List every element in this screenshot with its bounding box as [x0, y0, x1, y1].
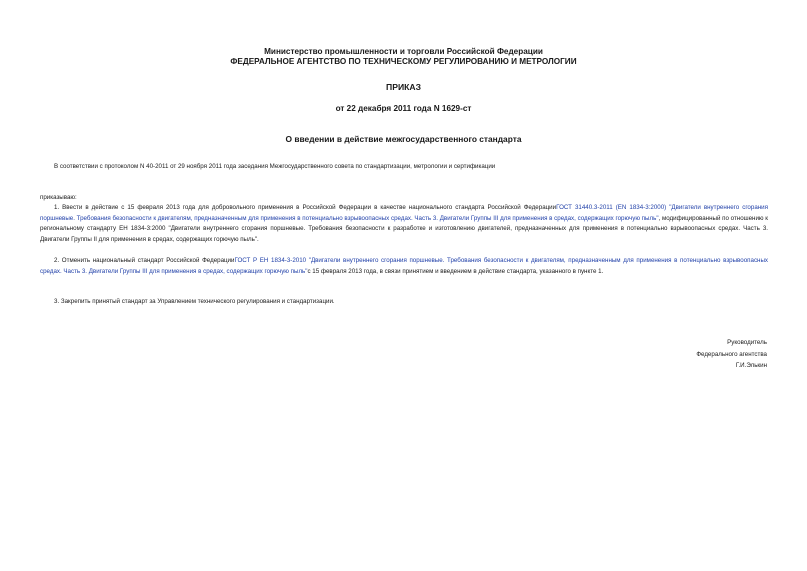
ministry-name: Министерство промышленности и торговли Российской Федерации [264, 47, 543, 56]
item-2-paragraph [40, 256, 768, 277]
intro-paragraph: В соответствии с протоколом N 40-2011 от 29 ноября 2011 года заседания Межгосударственного совета по стандартизации, метрологии и сертификации [54, 163, 496, 170]
item-2-standard-link[interactable]: ГОСТ Р ЕН 1834-3-2010 "Двигатели внутреннего сгорания поршневые. Требования безопасности к двигателям, предназначенным для применения в потенциально взрывоопасных средах. Часть 3. Двигатели Группы III для применения в средах, содержащих горючую пыль" [40, 257, 769, 275]
item-1-text-start: 1. Ввести в действие с 15 февраля 2013 года для добровольного применения в Российской Федерации в качестве национального стандарта Российской Федерации [54, 204, 557, 211]
item-1-standard-link[interactable]: ГОСТ 31440.3-2011 (EN 1834-3:2000) "Двигатели внутреннего сгорания поршневые. Требования безопасности к двигателям, предназначенным для применения в потенциально взрывоопасных средах. Часть 3. Двигатели Группы III для применения в средах, содержащих горючую пыль" [40, 204, 768, 222]
item-3-paragraph: 3. Закрепить принятый стандарт за Управлением технического регулирования и стандартизации. [54, 298, 335, 305]
agency-name: ФЕДЕРАЛЬНОЕ АГЕНТСТВО ПО ТЕХНИЧЕСКОМУ РЕГУЛИРОВАНИЮ И МЕТРОЛОГИИ [230, 57, 577, 66]
item-1-paragraph [40, 203, 768, 245]
document-type: ПРИКАЗ [386, 82, 421, 92]
signature-org: Федерального агентства [696, 350, 767, 358]
document-date-number: от 22 декабря 2011 года N 1629-ст [335, 104, 472, 113]
orders-word: приказываю: [40, 194, 77, 201]
signature-name: Г.И.Элькин [735, 362, 767, 369]
item-1-text-end: , модифицированный по отношению к региональному стандарту ЕН 1834-3:2000 "Двигатели внутреннего сгорания поршневые. Требования безопасности к разработке и изготовлению двигателей, предназначенных для применения в потенциально взрывоопасных средах. Часть 3. Двигатели Группы II для применения в средах, содержащих горючую пыль". [40, 214, 768, 243]
item-2-text-end: с 15 февраля 2013 года, в связи принятием и введением в действие стандарта, указанного в пункте 1. [307, 267, 604, 275]
document-subject: О введении в действие межгосударственного стандарта [285, 134, 522, 144]
signature-title: Руководитель [727, 339, 767, 346]
item-2-text-start: 2. Отменить национальный стандарт Российской Федерации [54, 257, 235, 264]
